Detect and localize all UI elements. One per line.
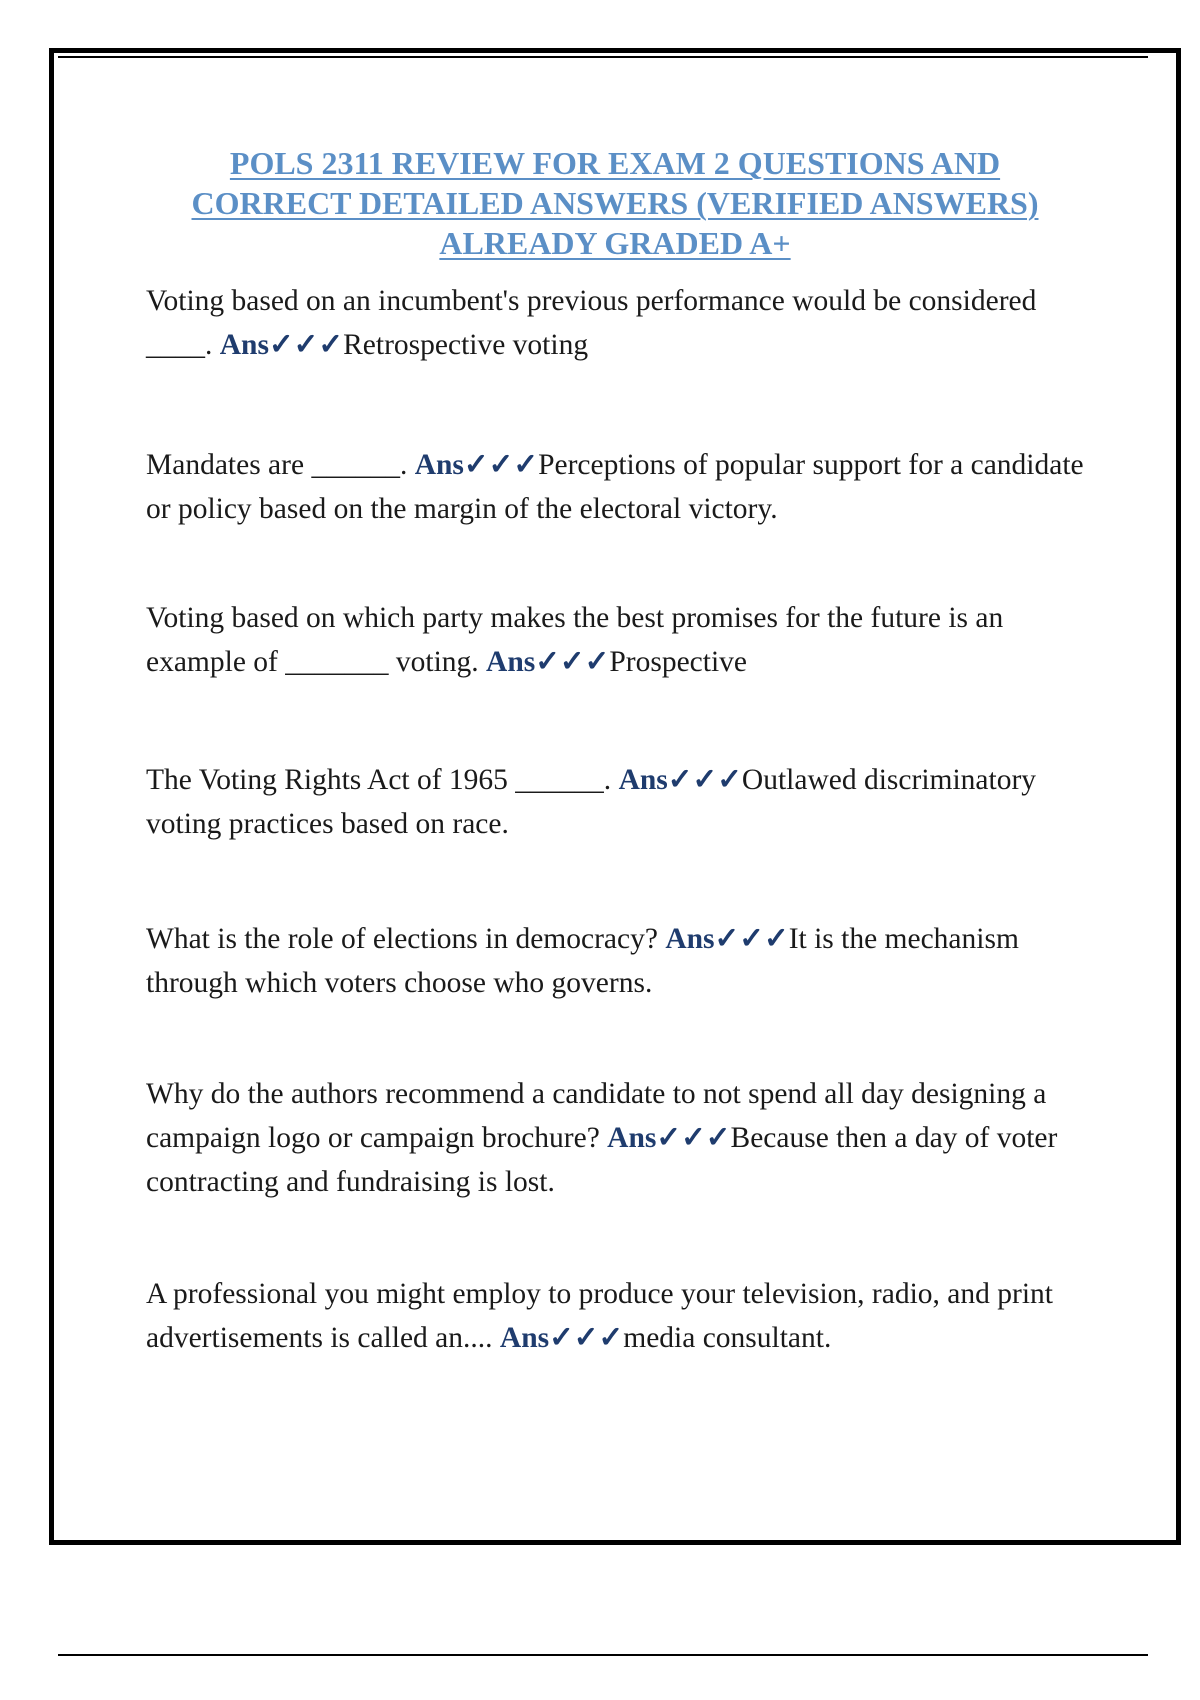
qa-item [146, 443, 1106, 531]
title-line-3: ALREADY GRADED A+ [439, 225, 791, 261]
question-text: Mandates are ______. [146, 449, 415, 481]
qa-item [146, 279, 1106, 367]
answer-marker: Ans✓✓✓ [486, 646, 610, 678]
answer-text: Perceptions of popular support for a candidate or policy based on the margin of the electoral victory. [146, 449, 1084, 525]
answer-marker: Ans✓✓✓ [665, 923, 789, 955]
answer-marker: Ans✓✓✓ [499, 1322, 624, 1354]
question-text: Voting based on an incumbent's previous performance would be considered ____. [146, 285, 1037, 361]
qa-item [146, 758, 1106, 846]
answer-marker: Ans✓✓✓ [414, 449, 539, 481]
document-title [120, 143, 1110, 263]
question-text: What is the role of elections in democracy? [146, 923, 666, 955]
answer-text: Retrospective voting [343, 329, 589, 361]
qa-item [146, 1072, 1106, 1204]
qa-item [146, 596, 1106, 684]
question-text: Why do the authors recommend a candidate to not spend all day designing a campaign logo or campaign brochure? [146, 1078, 1047, 1154]
answer-marker: Ans✓✓✓ [607, 1122, 731, 1154]
bottom-rule [58, 1654, 1148, 1656]
qa-item [146, 917, 1106, 1005]
title-line-2: CORRECT DETAILED ANSWERS (VERIFIED ANSWERS) [191, 185, 1039, 221]
question-text: Voting based on which party makes the best promises for the future is an example of _______ voting. [146, 602, 1004, 678]
answer-marker: Ans✓✓✓ [219, 329, 344, 361]
answer-text: Outlawed discriminatory voting practices based on race. [146, 764, 1037, 840]
answer-text: Prospective [609, 646, 748, 678]
question-text: A professional you might employ to produce your television, radio, and print advertisements is called an.... [146, 1278, 1053, 1354]
answer-marker: Ans✓✓✓ [618, 764, 742, 796]
answer-text: It is the mechanism through which voters choose who governs. [146, 923, 1019, 999]
title-line-1: POLS 2311 REVIEW FOR EXAM 2 QUESTIONS AND [229, 145, 1001, 181]
question-text: The Voting Rights Act of 1965 ______. [146, 764, 619, 796]
answer-text: Because then a day of voter contracting and fundraising is lost. [146, 1122, 1058, 1198]
answer-text: media consultant. [623, 1322, 832, 1354]
top-rule [58, 56, 1148, 58]
qa-item [146, 1272, 1106, 1360]
